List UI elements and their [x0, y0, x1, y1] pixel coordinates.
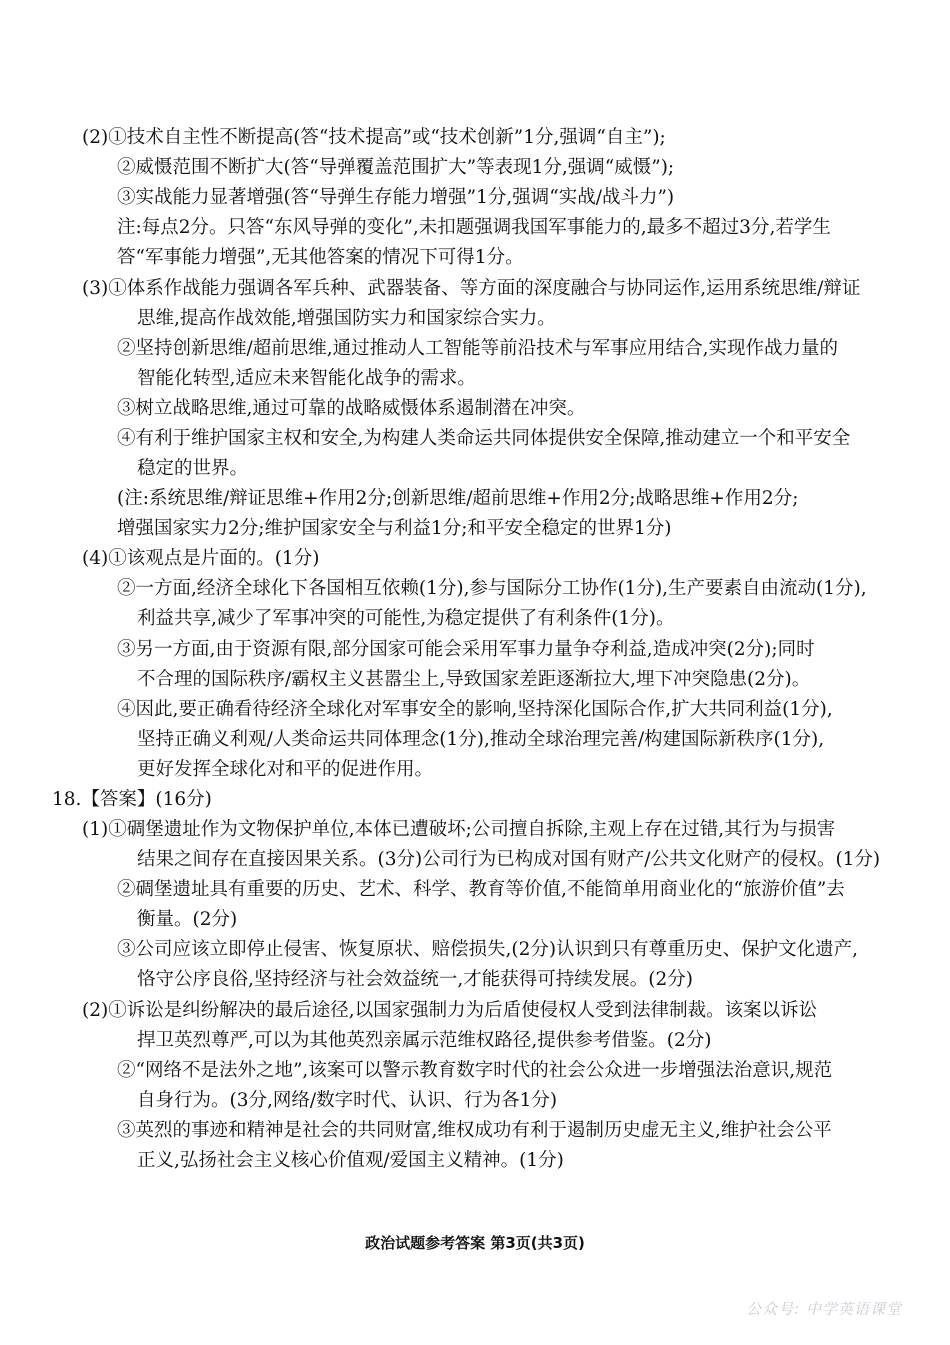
page-footer: 政治试题参考答案 第3页(共3页) [365, 1234, 585, 1252]
text-line: 稳定的世界。 [137, 458, 249, 479]
text-line: 衡量。(2分) [137, 909, 238, 930]
text-line: 智能化转型,适应未来智能化战争的需求。 [137, 368, 476, 389]
text-line: ②一方面,经济全球化下各国相互依赖(1分),参与国际分工协作(1分),生产要素自由流动(1分), [117, 578, 867, 599]
text-line: 结果之间存在直接因果关系。(3分)公司行为已构成对国有财产/公共文化财产的侵权。(1分) [137, 849, 881, 870]
text-line: (1)①碉堡遗址作为文物保护单位,本体已遭破坏;公司擅自拆除,主观上存在过错,其行为与损害 [82, 819, 836, 840]
text-line: 坚持正确义利观/人类命运共同体理念(1分),推动全球治理完善/构建国际新秩序(1分), [137, 729, 825, 750]
text-line: (注:系统思维/辩证思维+作用2分;创新思维/超前思维+作用2分;战略思维+作用2分; [117, 488, 799, 509]
text-line: 自身行为。(3分,网络/数字时代、认识、行为各1分) [137, 1090, 558, 1111]
text-line: 18.【答案】(16分) [52, 789, 212, 810]
text-line: (2)①诉讼是纠纷解决的最后途径,以国家强制力为后盾使侵权人受到法律制裁。该案以诉讼 [82, 1000, 818, 1021]
text-line: (4)①该观点是片面的。(1分) [82, 548, 320, 569]
text-line: 正义,弘扬社会主义核心价值观/爱国主义精神。(1分) [137, 1150, 564, 1171]
text-line: ③实战能力显著增强(答“导弹生存能力增强”1分,强调“实战/战斗力”) [117, 187, 675, 208]
text-line: 思维,提高作战效能,增强国防实力和国家综合实力。 [137, 308, 556, 329]
text-line: ③另一方面,由于资源有限,部分国家可能会采用军事力量争夺利益,造成冲突(2分);同时 [117, 639, 815, 660]
text-line: ③公司应该立即停止侵害、恢复原状、赔偿损失,(2分)认识到只有尊重历史、保护文化遗产, [117, 939, 858, 960]
text-line: 答“军事能力增强”,无其他答案的情况下可得1分。 [117, 247, 524, 268]
text-line: 更好发挥全球化对和平的促进作用。 [137, 759, 434, 780]
text-line: 增强国家实力2分;维护国家安全与利益1分;和平安全稳定的世界1分) [117, 518, 672, 539]
text-line: (3)①体系作战能力强调各军兵种、武器装备、等方面的深度融合与协同运作,运用系统思维/辩证 [82, 278, 861, 299]
text-line: ②碉堡遗址具有重要的历史、艺术、科学、教育等价值,不能简单用商业化的“旅游价值”去 [117, 879, 845, 900]
text-line: ③树立战略思维,通过可靠的战略威慑体系遏制潜在冲突。 [117, 398, 586, 419]
text-line: 恪守公序良俗,坚持经济与社会效益统一,才能获得可持续发展。(2分) [137, 969, 693, 990]
text-line: 捍卫英烈尊严,可以为其他英烈亲属示范维权路径,提供参考借鉴。(2分) [137, 1030, 712, 1051]
watermark-text: 公众号: 中学英语课堂 [746, 1300, 902, 1318]
text-line: ③英烈的事迹和精神是社会的共同财富,维权成功有利于遏制历史虚无主义,维护社会公平 [117, 1120, 832, 1141]
text-line: 利益共享,减少了军事冲突的可能性,为稳定提供了有利条件(1分)。 [137, 608, 675, 629]
text-line: ②威慑范围不断扩大(答“导弹覆盖范围扩大”等表现1分,强调“威慑”); [117, 157, 675, 178]
text-line: (2)①技术自主性不断提高(答“技术提高”或“技术创新”1分,强调“自主”); [82, 127, 666, 148]
text-line: ②坚持创新思维/超前思维,通过推动人工智能等前沿技术与军事应用结合,实现作战力量的 [117, 338, 838, 359]
text-line: ④因此,要正确看待经济全球化对军事安全的影响,坚持深化国际合作,扩大共同利益(1分), [117, 699, 833, 720]
text-line: ②“网络不是法外之地”,该案可以警示教育数字时代的社会公众进一步增强法治意识,规范 [117, 1060, 833, 1081]
text-line: 不合理的国际秩序/霸权主义甚嚣尘上,导致国家差距逐渐拉大,埋下冲突隐患(2分)。 [137, 669, 811, 690]
text-line: ④有利于维护国家主权和安全,为构建人类命运共同体提供安全保障,推动建立一个和平安全 [117, 428, 851, 449]
text-line: 注:每点2分。只答“东风导弹的变化”,未扣题强调我国军事能力的,最多不超过3分,若学生 [117, 217, 831, 238]
